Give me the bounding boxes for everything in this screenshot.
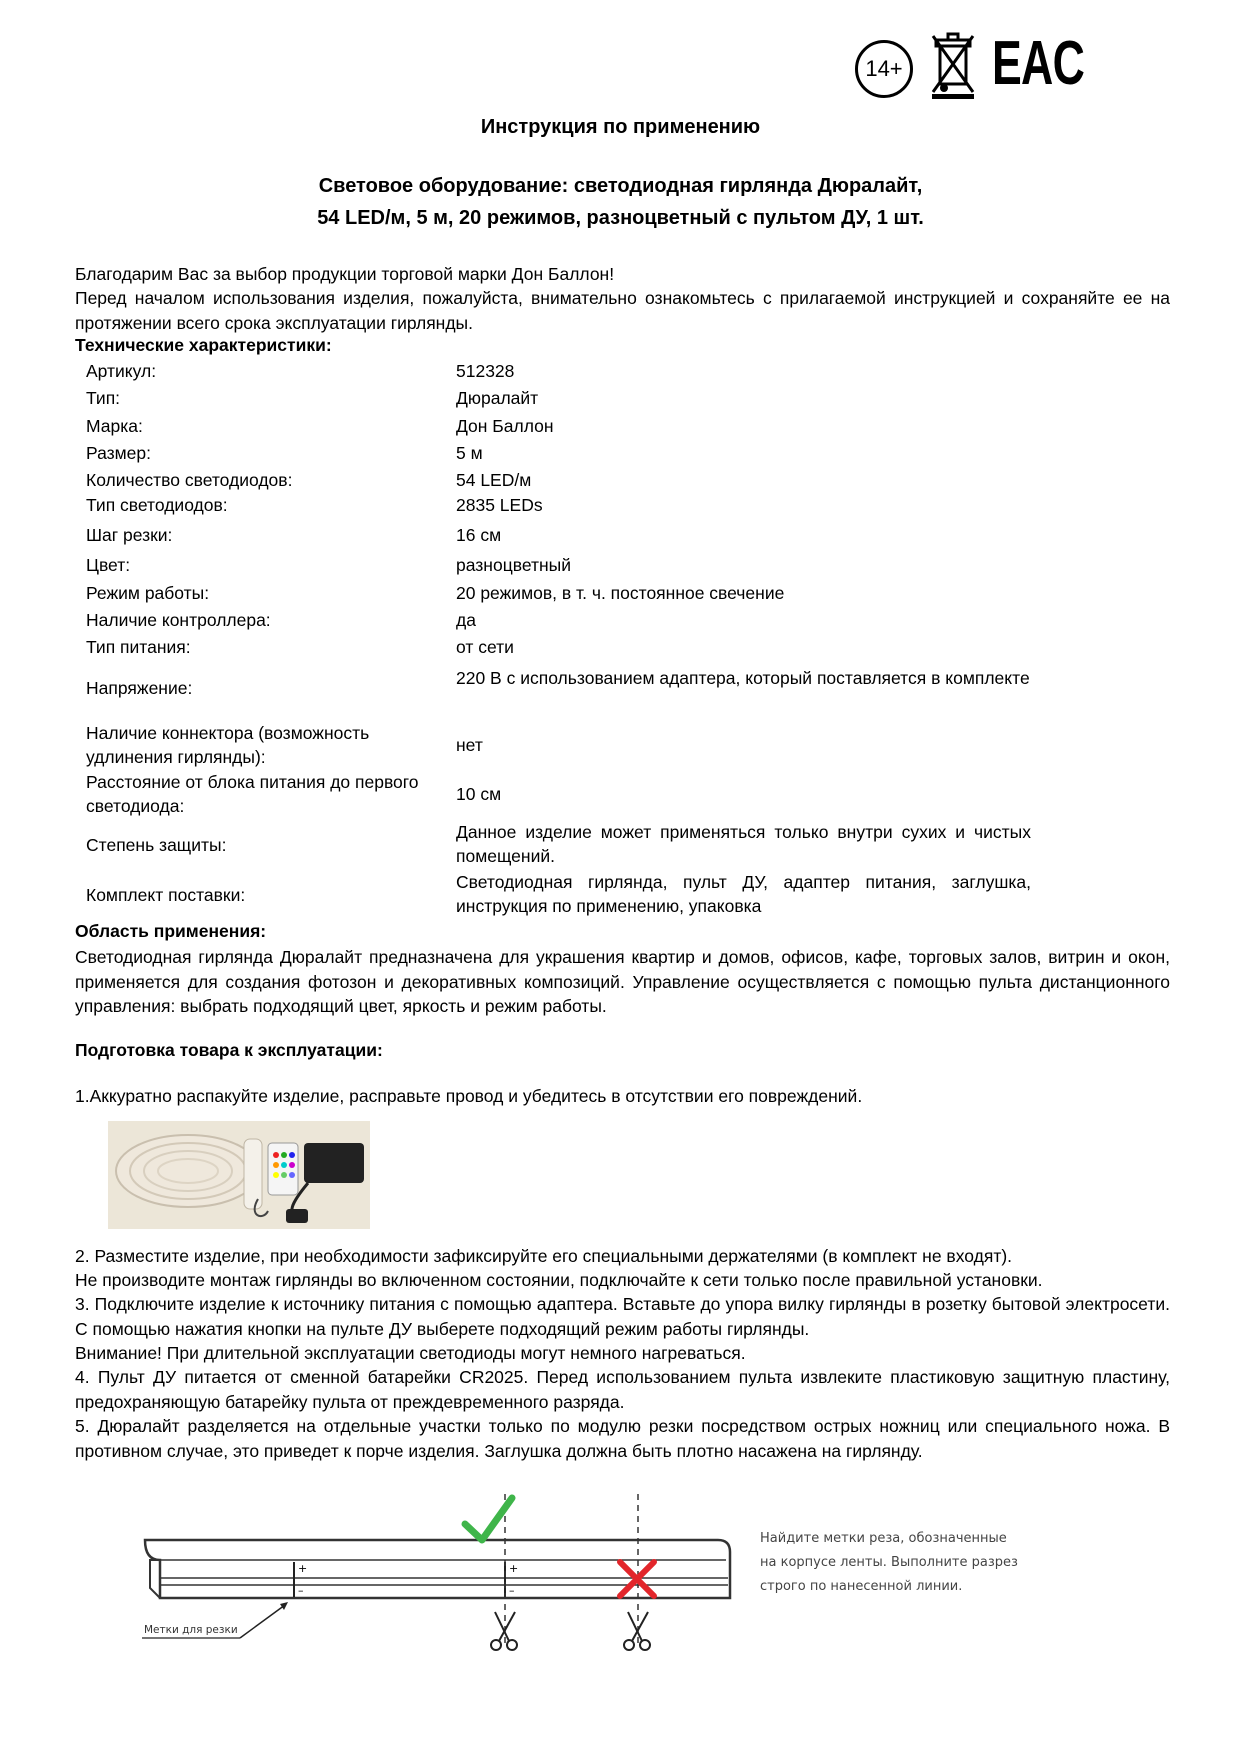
spec-value: Дюралайт	[456, 388, 539, 408]
step-4: 4. Пульт ДУ питается от сменной батарейки CR2025. Перед использованием пульта извлеките пластиковую защитную пластину, предохраняющую батарейку пульта от преждевременного разряда.	[75, 1367, 1170, 1412]
coiled-duralight	[116, 1135, 260, 1207]
spec-value: 5 м	[456, 443, 483, 463]
prep-heading: Подготовка товара к эксплуатации:	[75, 1040, 383, 1060]
spec-value: от сети	[456, 637, 514, 657]
spec-value: да	[456, 610, 476, 630]
spec-key: Шаг резки:	[86, 525, 173, 545]
spec-key: Тип питания:	[86, 637, 191, 657]
spec-value: 54 LED/м	[456, 470, 532, 490]
intro-line2: Перед началом использования изделия, пожалуйста, внимательно ознакомьтесь с прилагаемой инструкцией и сохраняйте ее на протяжении всего срока эксплуатации гирлянды.	[75, 288, 1170, 333]
spec-value: нет	[456, 735, 483, 755]
warning: Внимание! При длительной эксплуатации светодиоды могут немного нагреваться.	[75, 1343, 746, 1363]
doc-subtitle-line1: Световое оборудование: светодиодная гирлянда Дюралайт,	[318, 175, 923, 197]
eac-mark: EAC	[992, 29, 1085, 98]
spec-value: Светодиодная гирлянда, пульт ДУ, адаптер питания, заглушка, инструкция по применению, упаковка	[456, 872, 1031, 916]
spec-value: Дон Баллон	[456, 416, 554, 436]
scissors-icon	[491, 1612, 517, 1650]
step-2b: Не производите монтаж гирлянды во включенном состоянии, подключайте к сети только после правильной установки.	[75, 1270, 1043, 1290]
spec-key: Количество светодиодов:	[86, 470, 293, 490]
spec-key: Размер:	[86, 443, 152, 463]
step-1: 1.Аккуратно распакуйте изделие, расправьте провод и убедитесь в отсутствии его повреждений.	[75, 1086, 863, 1106]
step-3: 3. Подключите изделие к источнику питания с помощью адаптера. Вставьте до упора вилку гирлянды в розетку бытовой электросети. С помощью нажатия кнопки на пульте ДУ выберете подходящий режим работы гирлянды.	[75, 1294, 1170, 1339]
spec-value: 20 режимов, в т. ч. постоянное свечение	[456, 583, 785, 603]
scissors-icon	[624, 1612, 650, 1650]
doc-subtitle-line2: 54 LED/м, 5 м, 20 режимов, разноцветный с пультом ДУ, 1 шт.	[317, 207, 924, 229]
spec-key: Тип:	[86, 388, 121, 408]
minus-sign: –	[509, 1584, 515, 1597]
spec-key: Марка:	[86, 416, 143, 436]
spec-key: Тип светодиодов:	[86, 495, 228, 515]
spec-key: Расстояние от блока питания до первого светодиода:	[86, 772, 419, 816]
intro-line1: Благодарим Вас за выбор продукции торговой марки Дон Баллон!	[75, 264, 615, 284]
spec-key: Степень защиты:	[86, 835, 227, 855]
note-line3: строго по нанесенной линии.	[760, 1579, 963, 1594]
spec-value: 2835 LEDs	[456, 495, 543, 515]
minus-sign: –	[298, 1584, 304, 1597]
usage-text: Светодиодная гирлянда Дюралайт предназначена для украшения квартир и домов, офисов, кафе, торговых залов, витрин и окон, применяется для создания фотозон и декоративных композиций. Управление осуществляется с помощью пульта дистанционного управления: выбрать подходящий цвет, яркость и режим работы.	[75, 947, 1170, 1016]
product-photo	[108, 1121, 370, 1229]
weee-bin-icon	[930, 30, 976, 100]
spec-key: Наличие коннектора (возможность удлинения гирлянды):	[86, 723, 370, 767]
usage-heading: Область применения:	[75, 921, 267, 941]
spec-key: Наличие контроллера:	[86, 610, 271, 630]
spec-value: 220 В с использованием адаптера, который поставляется в комплекте	[456, 668, 1030, 688]
power-adapter	[304, 1143, 364, 1183]
spec-key: Цвет:	[86, 555, 131, 575]
spec-value: разноцветный	[456, 555, 571, 575]
spec-key: Режим работы:	[86, 583, 210, 603]
plus-sign: +	[509, 1562, 519, 1575]
note-line1: Найдите метки реза, обозначенные	[760, 1531, 1007, 1546]
doc-title: Инструкция по применению	[480, 116, 761, 138]
plus-sign: +	[298, 1562, 308, 1575]
cutting-diagram	[120, 1480, 1120, 1680]
specs-heading: Технические характеристики:	[75, 335, 332, 355]
spec-key: Комплект поставки:	[86, 885, 246, 905]
step-5: 5. Дюралайт разделяется на отдельные участки только по модулю резки посредством острых ножниц или специального ножа. В противном случае, это приведет к порче изделия. Заглушка должна быть плотно насажена на гирлянду.	[75, 1416, 1170, 1461]
spec-key: Артикул:	[86, 361, 157, 381]
step-2: 2. Разместите изделие, при необходимости зафиксируйте его специальными держателями (в комплект не входят).	[75, 1246, 1013, 1266]
note-line2: на корпусе ленты. Выполните разрез	[760, 1555, 1018, 1570]
remote-control	[268, 1143, 298, 1195]
age-rating-mark: 14+	[855, 40, 913, 98]
marks-label: Метки для резки	[144, 1624, 238, 1636]
spec-value: 512328	[456, 361, 515, 381]
spec-value: 10 см	[456, 784, 502, 804]
spec-value: Данное изделие может применяться только внутри сухих и чистых помещений.	[456, 822, 1031, 866]
led-strip	[145, 1540, 730, 1598]
spec-key: Напряжение:	[86, 678, 193, 698]
cross-icon	[620, 1562, 654, 1596]
spec-value: 16 см	[456, 525, 502, 545]
